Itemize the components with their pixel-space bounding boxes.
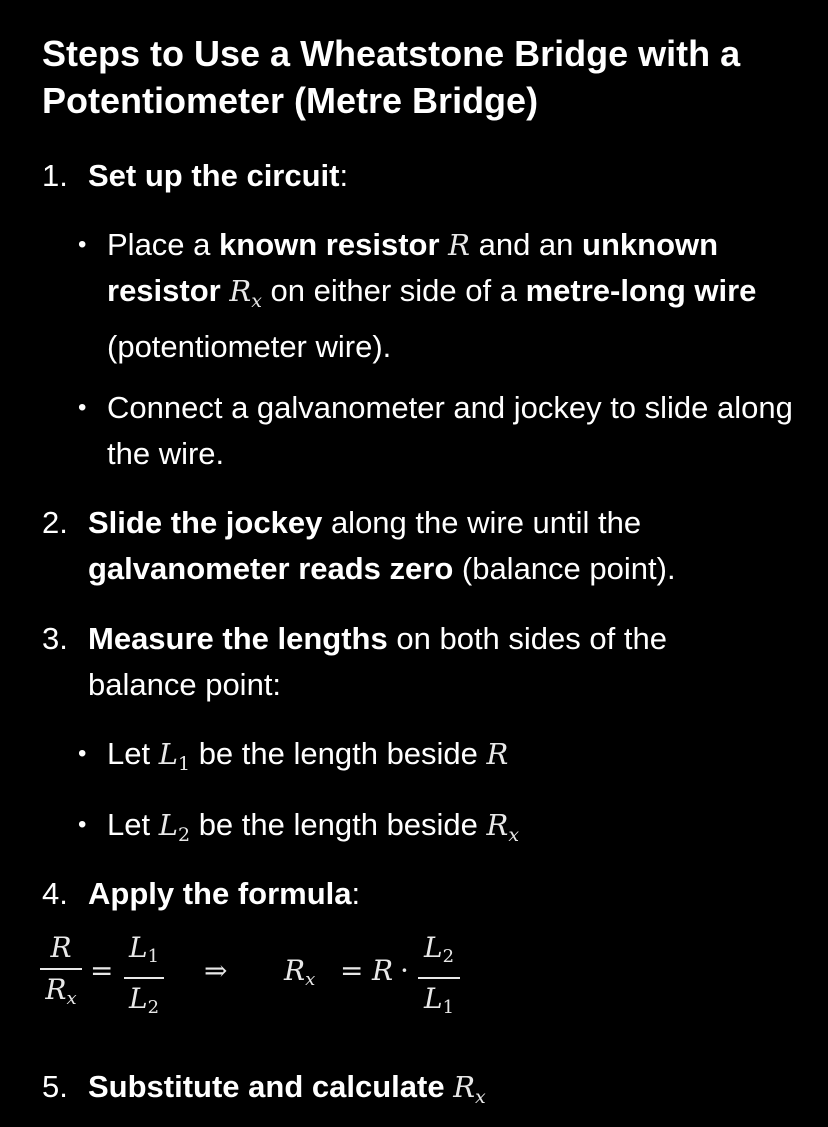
text: Let — [107, 736, 159, 771]
page-title: Steps to Use a Wheatstone Bridge with a Potentiometer (Metre Bridge) — [42, 33, 741, 121]
math-letter: L — [158, 737, 178, 771]
fraction-l2-over-l1 — [418, 930, 460, 1026]
step-text: : — [339, 158, 349, 193]
text: along the wire until the — [322, 505, 642, 540]
step-3-bullet-1 — [107, 731, 807, 787]
math-letter: L — [423, 982, 443, 1015]
step-1 — [88, 153, 808, 199]
bullet-icon: • — [78, 740, 87, 767]
bold-text: Substitute and calculate — [88, 1069, 445, 1104]
lhs-rx — [284, 954, 315, 990]
math-subscript: 1 — [177, 753, 191, 775]
text: : — [351, 876, 361, 911]
math-letter: R — [448, 228, 470, 262]
math-letter: R — [453, 1070, 476, 1104]
step-1-bullet-1 — [107, 222, 807, 370]
math-letter: R — [229, 274, 252, 308]
math-symbol — [453, 1070, 486, 1108]
math-subscript: x — [508, 824, 520, 846]
math-letter: L — [128, 931, 148, 964]
numerator — [40, 930, 82, 966]
equals-sign: = — [90, 954, 114, 987]
math-subscript: 2 — [177, 824, 191, 846]
step-3 — [88, 616, 748, 708]
math-symbol — [486, 808, 520, 846]
text: (balance point). — [453, 551, 676, 586]
bold-text: Apply the formula — [88, 876, 352, 911]
step-number: 1. — [42, 158, 68, 193]
math-symbol — [448, 228, 470, 262]
bold-text: metre-long wire — [525, 273, 757, 308]
bullet-icon: • — [78, 394, 87, 421]
math-letter: R — [486, 737, 509, 771]
bullet-icon: • — [78, 811, 87, 838]
numerator — [124, 930, 164, 975]
text: Place a — [107, 227, 220, 262]
bold-text: Slide the jockey — [88, 505, 323, 540]
math-subscript: 1 — [147, 946, 160, 967]
denominator — [418, 981, 460, 1026]
text: and an — [469, 227, 583, 262]
text: be the length beside — [190, 736, 487, 771]
text: on both sides of the balance point: — [88, 621, 667, 702]
math-subscript: 1 — [442, 997, 455, 1018]
fraction-bar — [40, 968, 82, 970]
text: on either side of a — [261, 273, 526, 308]
step-number: 3. — [42, 621, 68, 656]
denominator — [124, 981, 164, 1026]
math-letter: R — [284, 954, 306, 987]
step-1-bullet-2: Connect a galvanometer and jockey to slide along the wire. — [107, 390, 793, 471]
multiplication-dot: · — [400, 954, 409, 987]
math-symbol — [158, 737, 191, 775]
equals-sign: = — [340, 954, 364, 987]
math-subscript: x — [305, 969, 316, 990]
step-3-bullet-2 — [107, 802, 807, 858]
step-number: 5. — [42, 1069, 68, 1104]
step-5 — [88, 1064, 788, 1120]
math-symbol — [487, 737, 509, 771]
bold-text: unknown resistor — [107, 227, 719, 308]
math-subscript: x — [66, 988, 77, 1009]
math-subscript: x — [251, 290, 262, 312]
implies-arrow: ⇒ — [204, 954, 228, 987]
bold-text: Measure the lengths — [88, 621, 388, 656]
math-subscript: 2 — [147, 997, 160, 1018]
text: (potentiometer wire). — [107, 329, 392, 364]
math-letter: R — [50, 931, 72, 964]
fraction-l1-over-l2 — [124, 930, 164, 1026]
math-letter: L — [128, 982, 148, 1015]
step-number: 4. — [42, 876, 68, 911]
text: be the length beside — [190, 807, 487, 842]
bold-text: Set up the circuit — [88, 158, 340, 193]
math-symbol — [229, 274, 262, 312]
text: Let — [107, 807, 159, 842]
numerator — [418, 930, 460, 975]
fraction-bar — [124, 977, 164, 979]
math-letter: L — [423, 931, 443, 964]
symbol-r: R — [372, 954, 394, 987]
math-letter: R — [486, 808, 509, 842]
step-2 — [88, 500, 808, 592]
math-subscript: x — [475, 1086, 486, 1108]
step-4 — [88, 871, 788, 917]
math-subscript: 2 — [442, 946, 455, 967]
bold-text: known resistor — [219, 227, 440, 262]
bullet-icon: • — [78, 231, 87, 258]
math-letter: L — [158, 808, 178, 842]
step-number: 2. — [42, 505, 68, 540]
fraction-bar — [418, 977, 460, 979]
denominator — [40, 972, 82, 1017]
fraction-r-over-rx — [40, 930, 82, 1017]
bold-text: galvanometer reads zero — [88, 551, 454, 586]
math-letter: R — [45, 973, 67, 1006]
math-symbol — [158, 808, 191, 846]
